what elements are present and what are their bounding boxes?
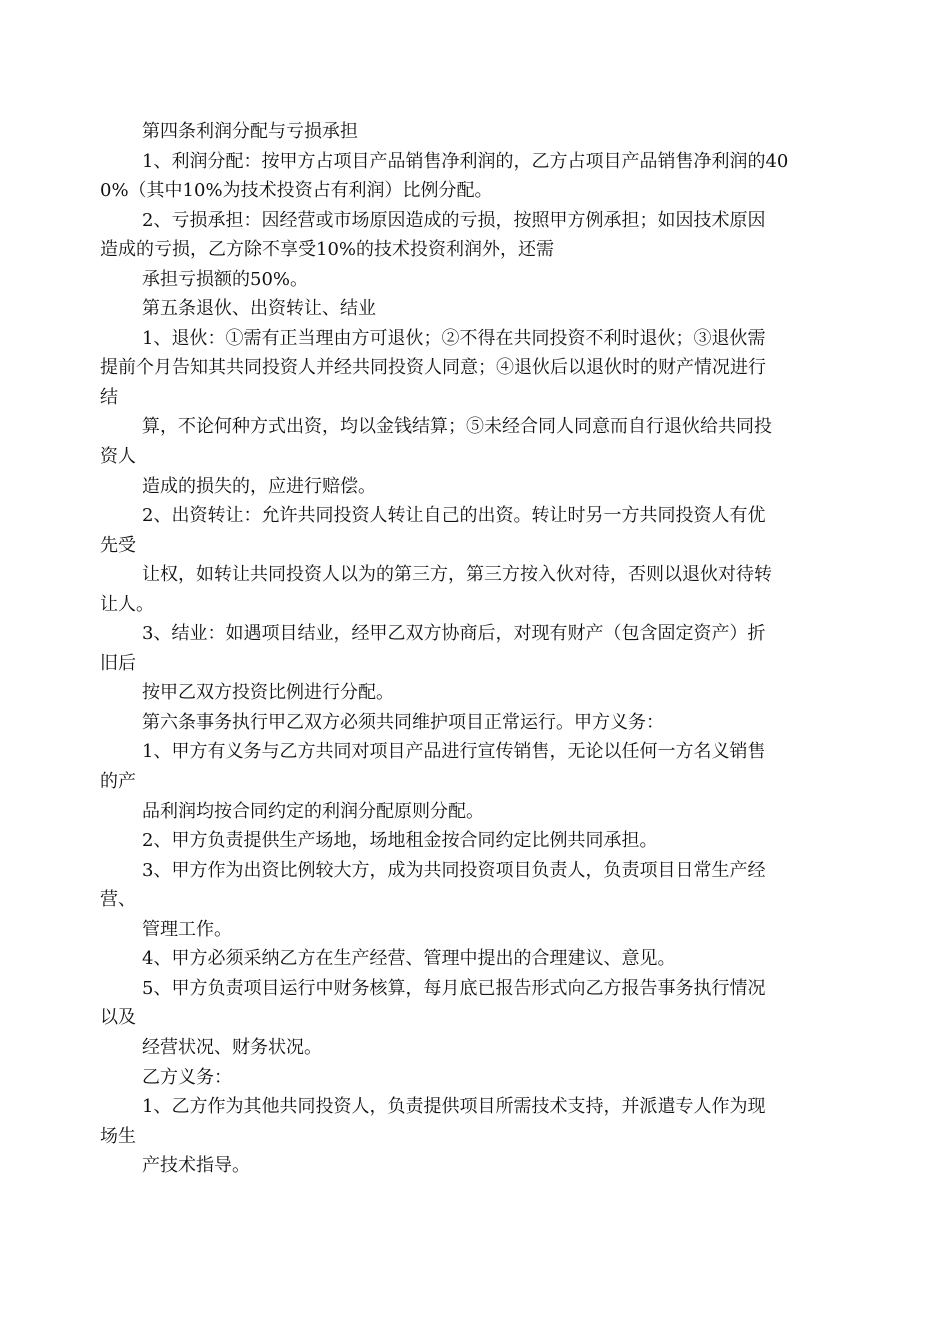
clause-text: 1、乙方作为其他共同投资人，负责提供项目所需技术支持，并派遣专人作为现	[142, 1096, 766, 1118]
clause-text: 1、甲方有义务与乙方共同对项目产品进行宣传销售，无论以任何一方名义销售	[142, 741, 766, 763]
clause-text: 3、甲方作为出资比例较大方，成为共同投资项目负责人，负责项目日常生产经	[142, 859, 766, 881]
clause-text: 品利润均按合同约定的利润分配原则分配。	[142, 800, 484, 822]
clause-text: 先受	[100, 534, 136, 556]
section-heading-4: 第四条利润分配与亏损承担	[142, 121, 358, 142]
clause-text: 2、甲方负责提供生产场地，场地租金按合同约定比例共同承担。	[142, 830, 658, 852]
clause-text: 算，不论何种方式出资，均以金钱结算；⑤未经合同人同意而自行退伙给共同投	[142, 416, 772, 438]
clause-text: 营、	[100, 889, 136, 911]
clause-text: 提前个月告知其共同投资人并经共同投资人同意；④退伙后以退伙时的财产情况进行	[100, 357, 766, 379]
clause-text: 3、结业：如遇项目结业，经甲乙双方协商后，对现有财产（包含固定资产）折	[142, 623, 766, 645]
section-heading-5: 第五条退伙、出资转让、结业	[142, 298, 376, 320]
clause-text: 1、利润分配：按甲方占项目产品销售净利润的，乙方占项目产品销售净利润的40	[142, 150, 789, 172]
clause-text: 场生	[100, 1125, 136, 1147]
clause-text: 以及	[100, 1007, 136, 1029]
clause-text: 2、亏损承担：因经营或市场原因造成的亏损，按照甲方例承担；如因技术原因	[142, 209, 766, 231]
clause-text: 1、退伙：①需有正当理由方可退伙；②不得在共同投资不利时退伙；③退伙需	[142, 327, 766, 349]
subsection-heading: 乙方义务：	[142, 1066, 232, 1088]
clause-text: 按甲乙双方投资比例进行分配。	[142, 682, 394, 704]
clause-text: 资人	[100, 446, 136, 468]
clause-text: 造成的亏损，乙方除不享受10%的技术投资利润外，还需	[100, 239, 555, 261]
clause-text: 承担亏损额的50%。	[142, 268, 309, 290]
clause-text: 0%（其中10%为技术投资占有利润）比例分配。	[100, 180, 493, 202]
document-body	[100, 117, 860, 1181]
clause-text: 管理工作。	[142, 918, 232, 940]
clause-text: 让人。	[100, 593, 154, 615]
clause-text: 经营状况、财务状况。	[142, 1036, 322, 1058]
clause-text: 2、出资转让：允许共同投资人转让自己的出资。转让时另一方共同投资人有优	[142, 505, 766, 527]
clause-text: 5、甲方负责项目运行中财务核算，每月底已报告形式向乙方报告事务执行情况	[142, 977, 766, 999]
clause-text: 让权，如转让共同投资人以为的第三方，第三方按入伙对待，否则以退伙对待转	[142, 564, 772, 586]
clause-text: 结	[100, 386, 118, 408]
clause-text: 4、甲方必须采纳乙方在生产经营、管理中提出的合理建议、意见。	[142, 948, 676, 970]
section-heading-6: 第六条事务执行甲乙双方必须共同维护项目正常运行。甲方义务：	[142, 711, 664, 733]
clause-text: 的产	[100, 771, 136, 793]
clause-text: 旧后	[100, 652, 136, 674]
clause-text: 造成的损失的，应进行赔偿。	[142, 475, 376, 497]
clause-text: 产技术指导。	[142, 1155, 250, 1177]
